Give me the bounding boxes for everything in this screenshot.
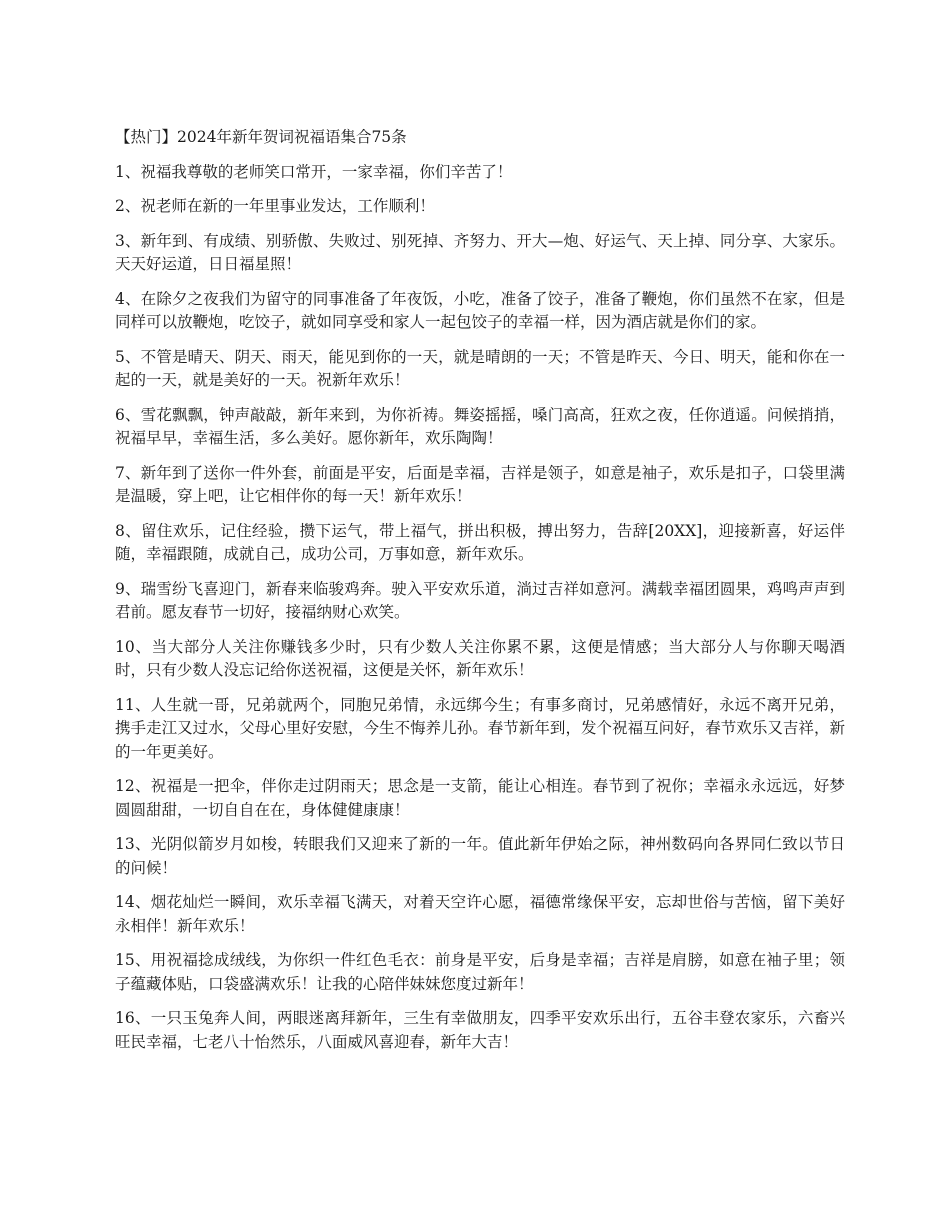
greeting-item-16: 16、一只玉兔奔人间，两眼迷离拜新年，三生有幸做朋友，四季平安欢乐出行，五谷丰登农家乐，六畜兴旺民幸福，七老八十怡然乐，八面威风喜迎春，新年大吉！ bbox=[115, 1009, 845, 1051]
greeting-item-8: 8、留住欢乐，记住经验，攒下运气，带上福气，拼出积极，搏出努力，告辞[20XX]，迎接新喜，好运伴随，幸福跟随，成就自己，成功公司，万事如意，新年欢乐。 bbox=[115, 521, 845, 563]
greeting-item-11: 11、人生就一哥，兄弟就两个，同胞兄弟情，永远绑今生；有事多商讨，兄弟感情好，永远不离开兄弟，携手走江又过水，父母心里好安慰，今生不悔养儿孙。春节新年到，发个祝福互问好，春节欢乐又吉祥，新的一年更美好。 bbox=[115, 695, 845, 761]
greeting-item-6: 6、雪花飘飘，钟声敲敲，新年来到，为你祈祷。舞姿摇摇，嗓门高高，狂欢之夜，任你逍遥。问候捎捎，祝福早早，幸福生活，多么美好。愿你新年，欢乐陶陶！ bbox=[115, 405, 845, 447]
greeting-item-15: 15、用祝福捻成绒线，为你织一件红色毛衣：前身是平安，后身是幸福；吉祥是肩膀，如意在袖子里；领子蕴藏体贴，口袋盛满欢乐！让我的心陪伴妹妹您度过新年！ bbox=[115, 951, 845, 993]
greeting-item-2: 2、祝老师在新的一年里事业发达，工作顺利！ bbox=[115, 197, 435, 215]
greeting-item-7: 7、新年到了送你一件外套，前面是平安，后面是幸福，吉祥是领子，如意是袖子，欢乐是扣子，口袋里满是温暖，穿上吧，让它相伴你的每一天！新年欢乐！ bbox=[115, 463, 845, 505]
greeting-item-1: 1、祝福我尊敬的老师笑口常开，一家幸福，你们辛苦了！ bbox=[115, 162, 513, 181]
greeting-item-5: 5、不管是晴天、阴天、雨天，能见到你的一天，就是晴朗的一天；不管是昨天、今日、明天，能和你在一起的一天，就是美好的一天。祝新年欢乐！ bbox=[115, 347, 845, 389]
greeting-item-3: 3、新年到、有成绩、别骄傲、失败过、别死掉、齐努力、开大—炮、好运气、天上掉、同分享、大家乐。天天好运道，日日福星照！ bbox=[115, 231, 845, 273]
document-body bbox=[115, 126, 845, 1065]
greeting-item-10: 10、当大部分人关注你赚钱多少时，只有少数人关注你累不累，这便是情感；当大部分人与你聊天喝酒时，只有少数人没忘记给你送祝福，这便是关怀，新年欢乐！ bbox=[115, 637, 845, 679]
document-title: 【热门】2024年新年贺词祝福语集合75条 bbox=[115, 128, 407, 146]
greeting-item-13: 13、光阴似箭岁月如梭，转眼我们又迎来了新的一年。值此新年伊始之际，神州数码向各界同仁致以节日的问候！ bbox=[115, 835, 845, 877]
greeting-item-12: 12、祝福是一把伞，伴你走过阴雨天；思念是一支箭，能让心相连。春节到了祝你；幸福永永远远，好梦圆圆甜甜，一切自自在在，身体健健康康！ bbox=[115, 777, 845, 819]
greeting-item-4: 4、在除夕之夜我们为留守的同事准备了年夜饭，小吃，准备了饺子，准备了鞭炮，你们虽然不在家，但是同样可以放鞭炮，吃饺子，就如同享受和家人一起包饺子的幸福一样，因为酒店就是你们的家。 bbox=[115, 289, 845, 331]
greeting-item-14: 14、烟花灿烂一瞬间，欢乐幸福飞满天，对着天空许心愿，福德常缘保平安，忘却世俗与苦恼，留下美好永相伴！新年欢乐！ bbox=[115, 893, 845, 935]
greeting-item-9: 9、瑞雪纷飞喜迎门，新春来临骏鸡奔。驶入平安欢乐道，淌过吉祥如意河。满载幸福团圆果，鸡鸣声声到君前。愿友春节一切好，接福纳财心欢笑。 bbox=[115, 579, 845, 621]
